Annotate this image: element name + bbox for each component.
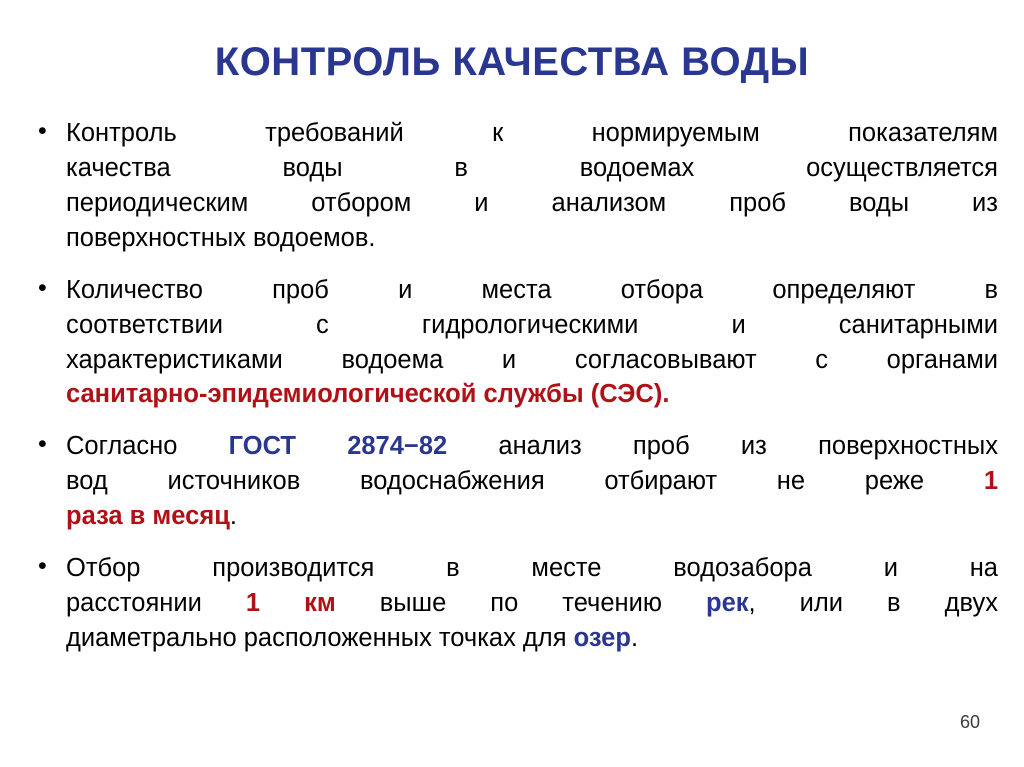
bullet-3-line-2 xyxy=(66,464,998,499)
bullet-3-period: раза в месяц xyxy=(66,502,230,531)
page-title: КОНТРОЛЬ КАЧЕСТВА ВОДЫ xyxy=(214,40,810,84)
bullet-3-line-3 xyxy=(66,499,998,534)
bullet-2-line-3: характеристиками водоема и согласовывают с органами xyxy=(66,345,998,374)
list-item xyxy=(26,429,998,534)
bullet-list xyxy=(26,116,998,656)
bullet-1-line-2: качества воды в водоемах осуществляется xyxy=(66,153,998,182)
bullet-1-line-1: • Контроль требований к нормируемым показателям xyxy=(66,119,998,147)
bullet-3-prefix: Согласно xyxy=(66,432,229,461)
bullet-3-number: 1 xyxy=(983,467,998,496)
bullet-3-line-1 xyxy=(66,429,998,464)
bullet-4-line2-mid: выше по течению xyxy=(335,589,706,618)
bullet-1-line-4: поверхностных водоемов. xyxy=(66,223,376,252)
bullet-4-line3-suffix: . xyxy=(630,623,639,652)
bullet-2-line-2: соответствии с гидрологическими и санитарными xyxy=(66,310,998,339)
bullet-3-line3-suffix: . xyxy=(229,502,237,531)
list-item xyxy=(26,116,998,256)
slide-number: 60 xyxy=(959,712,980,732)
bullet-4-line2-prefix: расстоянии xyxy=(66,589,246,618)
bullet-4-line3-prefix: диаметрально расположенных точках для xyxy=(66,623,574,652)
bullet-3-gost: ГОСТ 2874−82 xyxy=(228,432,448,461)
bullet-4-line-2 xyxy=(66,586,998,621)
bullet-4-line-3 xyxy=(66,621,998,656)
bullet-4-distance: 1 км xyxy=(245,589,336,618)
bullet-4-rivers: рек xyxy=(706,589,749,618)
list-item xyxy=(26,273,998,413)
bullet-3-suffix: анализ проб из поверхностных xyxy=(447,432,999,461)
bullet-4-line2-suffix: , или в двух xyxy=(748,589,998,618)
bullet-2-line-1: • Количество проб и места отбора определяют в xyxy=(66,275,998,304)
slide-body xyxy=(26,116,998,656)
bullet-2-highlight: санитарно-эпидемиологической службы (СЭС). xyxy=(66,380,670,409)
bullet-1-line-3: периодическим отбором и анализом проб воды из xyxy=(66,188,998,217)
bullet-3-line2-prefix: вод источников водоснабжения отбирают не реже xyxy=(66,467,984,496)
bullet-4-line-1: • Отбор производится в месте водозабора и на xyxy=(66,554,998,583)
list-item xyxy=(26,551,998,656)
bullet-4-lakes: озер xyxy=(573,623,631,652)
